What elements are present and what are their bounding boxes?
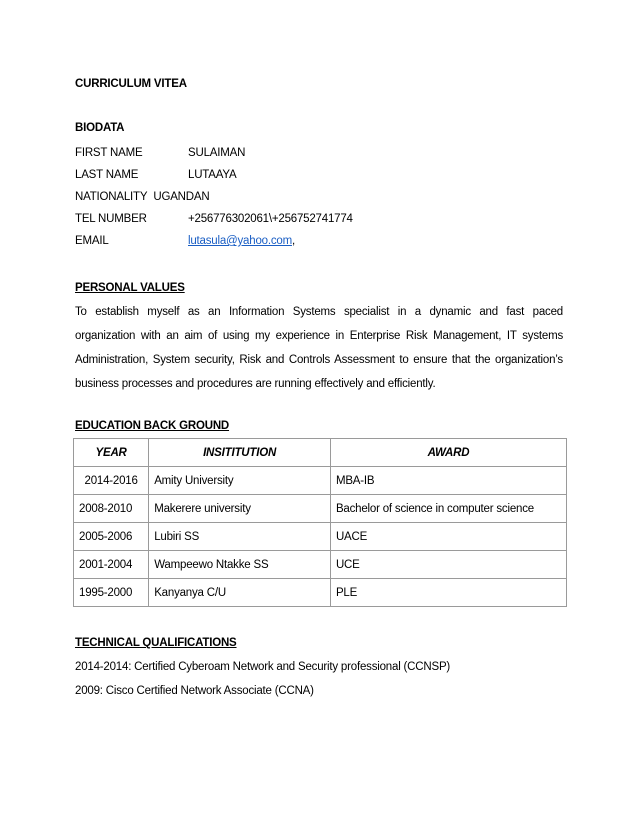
first-name-label: FIRST NAME	[75, 147, 143, 159]
institution-cell: Wampeewo Ntakke SS	[149, 551, 331, 579]
document-title: CURRICULUM VITEA	[75, 78, 187, 90]
personal-values-heading: PERSONAL VALUES	[75, 282, 185, 294]
column-header-institution: INSITITUTION	[149, 439, 331, 467]
email-suffix: ,	[291, 235, 295, 247]
year-cell: 2001-2004	[74, 551, 149, 579]
table-row	[74, 579, 567, 607]
education-heading: EDUCATION BACK GROUND	[75, 420, 230, 432]
personal-values-line: Administration, System security, Risk and Controls Assessment to ensure that the organization’s	[75, 354, 563, 366]
tel-number-label: TEL NUMBER	[75, 213, 147, 225]
year-cell: 2014-2016	[74, 467, 149, 495]
year-cell: 2005-2006	[74, 523, 149, 551]
tel-number-value: +256776302061\+256752741774	[188, 213, 353, 225]
year-cell: 1995-2000	[74, 579, 149, 607]
institution-cell: Amity University	[149, 467, 331, 495]
personal-values-line: To establish myself as an Information Systems specialist in a dynamic and fast paced	[75, 306, 563, 318]
year-cell: 2008-2010	[74, 495, 149, 523]
award-cell: UCE	[330, 551, 566, 579]
email-row	[188, 235, 295, 247]
qualification-item: 2014-2014: Certified Cyberoam Network and Security professional (CCNSP)	[75, 661, 451, 673]
nationality-value: UGANDAN	[153, 191, 210, 203]
personal-values-line: organization with an aim of using my experience in Enterprise Risk Management, IT systems	[75, 330, 563, 342]
column-header-year: YEAR	[74, 439, 149, 467]
table-header-row	[74, 439, 567, 467]
institution-cell: Kanyanya C/U	[149, 579, 331, 607]
nationality-label: NATIONALITY	[75, 191, 148, 203]
award-cell: Bachelor of science in computer science	[330, 495, 566, 523]
biodata-heading: BIODATA	[75, 122, 125, 134]
table-row	[74, 495, 567, 523]
first-name-value: SULAIMAN	[188, 147, 246, 159]
technical-qualifications-heading: TECHNICAL QUALIFICATIONS	[75, 637, 237, 649]
qualification-item: 2009: Cisco Certified Network Associate (CCNA)	[75, 685, 314, 697]
table-row	[74, 467, 567, 495]
institution-cell: Lubiri SS	[149, 523, 331, 551]
award-cell: MBA-IB	[330, 467, 566, 495]
institution-cell: Makerere university	[149, 495, 331, 523]
table-row	[74, 523, 567, 551]
personal-values-line: business processes and procedures are running effectively and efficiently.	[75, 378, 436, 390]
award-cell: PLE	[330, 579, 566, 607]
education-table	[73, 438, 567, 607]
column-header-award: AWARD	[330, 439, 566, 467]
table-row	[74, 551, 567, 579]
award-cell: UACE	[330, 523, 566, 551]
last-name-value: LUTAAYA	[188, 169, 237, 181]
email-label: EMAIL	[75, 235, 109, 247]
last-name-label: LAST NAME	[75, 169, 139, 181]
nationality-row	[75, 191, 209, 203]
email-link[interactable]: lutasula@yahoo.com	[188, 235, 292, 247]
